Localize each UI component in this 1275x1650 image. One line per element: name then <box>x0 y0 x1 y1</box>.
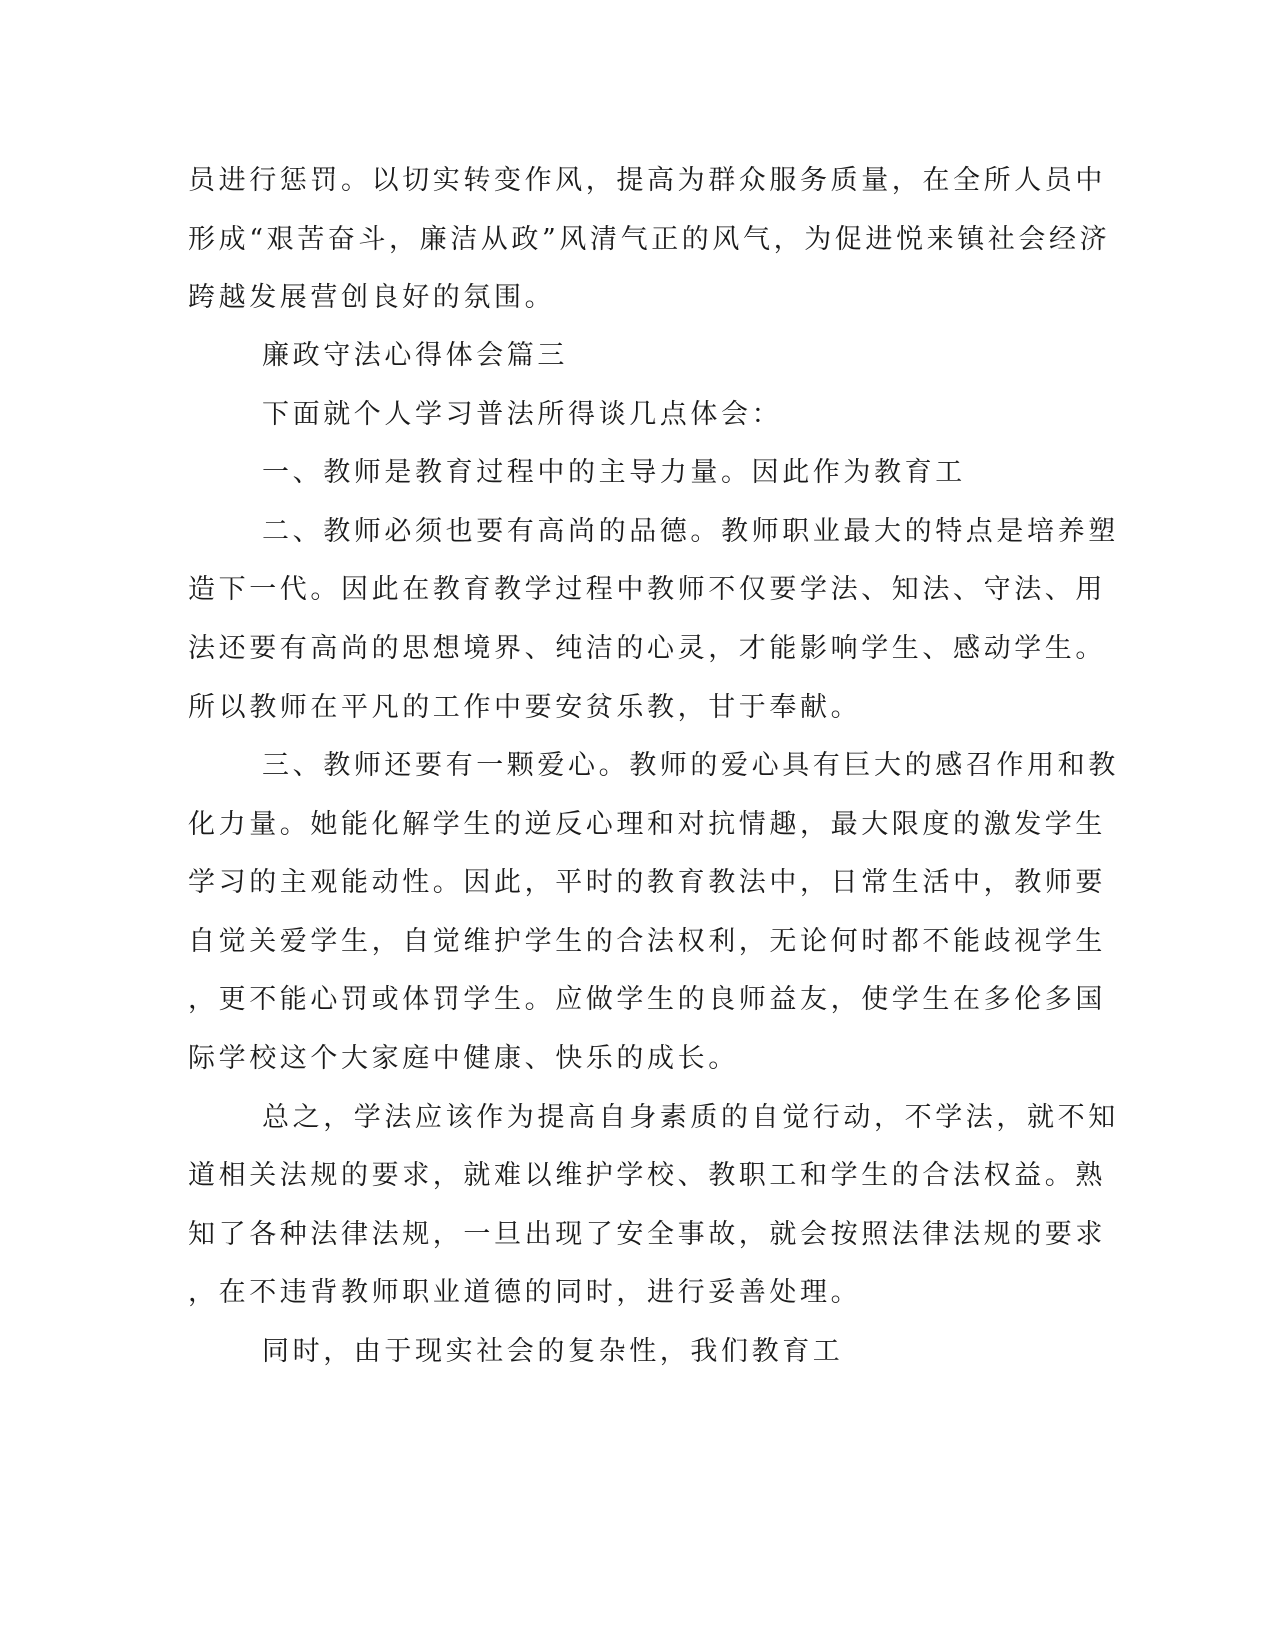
text-line: 形成“艰苦奋斗，廉洁从政”风清气正的风气，为促进悦来镇社会经济 <box>188 224 1111 255</box>
text-line: 总之，学法应该作为提高自身素质的自觉行动，不学法，就不知 <box>262 1102 1119 1133</box>
text-line: 下面就个人学习普法所得谈几点体会： <box>262 399 783 430</box>
text-line: ，在不违背教师职业道德的同时，进行妥善处理。 <box>188 1277 862 1308</box>
text-line: 所以教师在平凡的工作中要安贫乐教，甘于奉献。 <box>188 692 862 723</box>
section-heading: 廉政守法心得体会篇三 <box>262 340 568 371</box>
text-line: 法还要有高尚的思想境界、纯洁的心灵，才能影响学生、感动学生。 <box>188 633 1106 664</box>
text-line: 学习的主观能动性。因此，平时的教育教法中，日常生活中，教师要 <box>188 867 1106 898</box>
text-line: 员进行惩罚。以切实转变作风，提高为群众服务质量，在全所人员中 <box>188 165 1106 196</box>
text-line: 二、教师必须也要有高尚的品德。教师职业最大的特点是培养塑 <box>262 516 1119 547</box>
text-line: 一、教师是教育过程中的主导力量。因此作为教育工 <box>262 457 966 488</box>
text-line: 道相关法规的要求，就难以维护学校、教职工和学生的合法权益。熟 <box>188 1160 1106 1191</box>
text-line: ，更不能心罚或体罚学生。应做学生的良师益友，使学生在多伦多国 <box>188 984 1106 1015</box>
text-line: 造下一代。因此在教育教学过程中教师不仅要学法、知法、守法、用 <box>188 574 1106 605</box>
text-line: 自觉关爱学生，自觉维护学生的合法权利，无论何时都不能歧视学生 <box>188 926 1106 957</box>
text-line: 跨越发展营创良好的氛围。 <box>188 282 556 313</box>
text-line: 化力量。她能化解学生的逆反心理和对抗情趣，最大限度的激发学生 <box>188 809 1106 840</box>
text-line: 知了各种法律法规，一旦出现了安全事故，就会按照法律法规的要求 <box>188 1219 1106 1250</box>
text-line: 同时，由于现实社会的复杂性，我们教育工 <box>262 1336 844 1367</box>
text-line: 际学校这个大家庭中健康、快乐的成长。 <box>188 1043 739 1074</box>
text-line: 三、教师还要有一颗爱心。教师的爱心具有巨大的感召作用和教 <box>262 750 1119 781</box>
